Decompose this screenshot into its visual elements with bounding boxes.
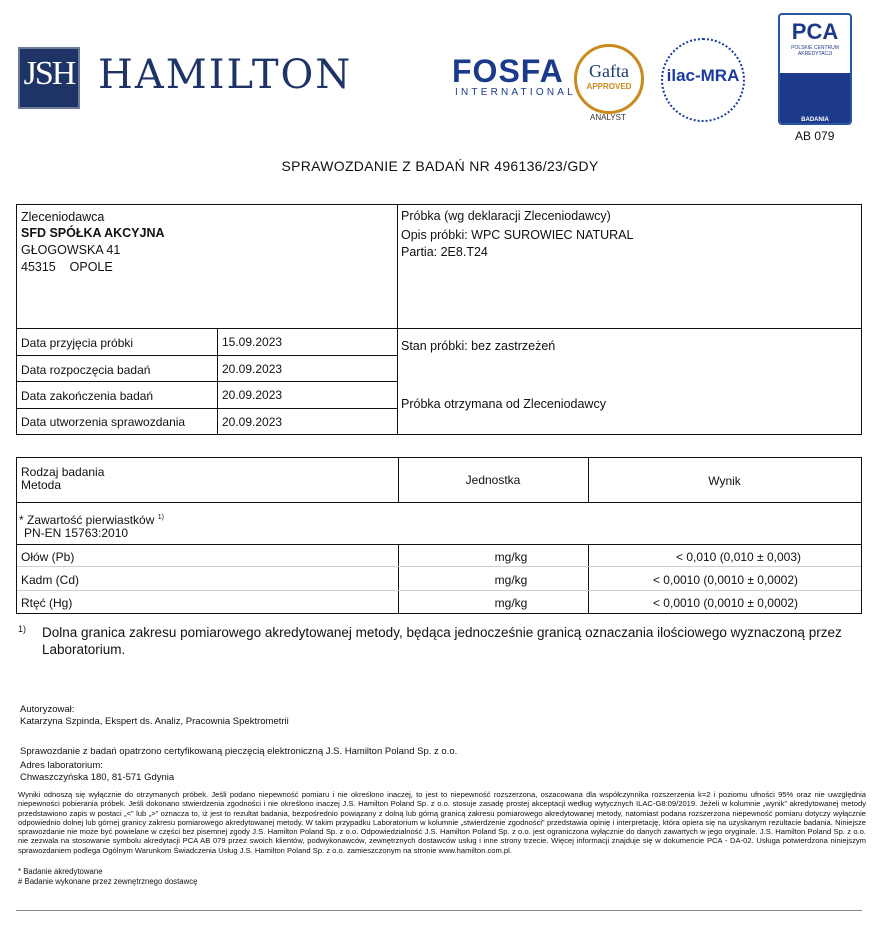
pca-line1: POLSKIE CENTRUM — [791, 45, 839, 51]
result-name: Rtęć (Hg) — [21, 596, 73, 610]
client-name: SFD SPÓŁKA AKCYJNA — [21, 226, 165, 240]
footnote-text: Dolna granica zakresu pomiarowego akredytowanej metody, będąca jednocześnie granicą oznaczania ilościowego wyznaczoną przez Laboratorium. — [42, 625, 842, 657]
footer-divider — [16, 910, 862, 911]
fosfa-logo — [452, 53, 564, 90]
gafta-subtitle: ANALYST — [590, 113, 626, 122]
result-value: < 0,010 (0,010 ± 0,003) — [675, 550, 801, 564]
info-table — [16, 204, 862, 435]
seal-note: Sprawozdanie z badań opatrzono certyfikowaną pieczęcią elektroniczną J.S. Hamilton Poland Sp. z o.o. — [20, 746, 458, 757]
legend-external: # Badanie wykonane przez zewnętrznego dostawcę — [18, 877, 198, 886]
sample-description: Opis próbki: WPC SUROWIEC NATURAL — [401, 228, 634, 242]
report-title: SPRAWOZDANIE Z BADAŃ NR 496136/23/GDY — [281, 158, 599, 174]
client-city: 45315 OPOLE — [21, 260, 113, 274]
result-unit: mg/kg — [494, 550, 528, 564]
date-label: Data zakończenia badań — [21, 389, 154, 403]
client-street: GŁOGOWSKA 41 — [21, 243, 121, 257]
footnote-mark: 1) — [18, 624, 27, 634]
group-footnote-ref: 1) — [157, 514, 164, 521]
company-name: HAMILTON — [98, 52, 353, 98]
group-label-text: * Zawartość pierwiastków — [19, 513, 155, 527]
gafta-logo — [574, 44, 644, 114]
result-value: < 0,0010 (0,0010 ± 0,0002) — [652, 596, 798, 610]
sample-source: Próbka otrzymana od Zleceniodawcy — [401, 397, 606, 411]
sample-label: Próbka (wg deklaracji Zleceniodawcy) — [401, 209, 611, 223]
date-label: Data utworzenia sprawozdania — [21, 415, 186, 429]
result-name: Kadm (Cd) — [21, 573, 80, 587]
results-table — [16, 457, 862, 614]
col-header-result: Wynik — [708, 474, 741, 488]
sample-state: Stan próbki: bez zastrzeżeń — [401, 339, 556, 353]
fosfa-text: FOSFA — [452, 53, 564, 89]
result-unit: mg/kg — [494, 573, 528, 587]
gafta-approved: APPROVED — [586, 82, 632, 91]
gafta-text: Gafta — [589, 61, 629, 81]
pca-badania: BADANIA — [780, 73, 850, 125]
date-label: Data przyjęcia próbki — [21, 336, 134, 350]
date-value: 20.09.2023 — [222, 415, 283, 429]
accreditation-code: AB 079 — [795, 129, 835, 143]
lab-address: Chwaszczyńska 180, 81-571 Gdynia — [20, 772, 175, 783]
sample-batch: Partia: 2E8.T24 — [401, 245, 488, 259]
fosfa-subtitle: INTERNATIONAL — [455, 87, 576, 98]
col-header-method: Metoda — [21, 478, 62, 492]
logo-monogram: JSH — [23, 55, 75, 92]
result-unit: mg/kg — [494, 596, 528, 610]
result-value: < 0,0010 (0,0010 ± 0,0002) — [652, 573, 798, 587]
authorized-label: Autoryzował: — [20, 704, 75, 715]
legend-accredited: * Badanie akredytowane — [18, 867, 103, 876]
date-label: Data rozpoczęcia badań — [21, 363, 151, 377]
pca-logo — [778, 13, 852, 125]
date-value: 20.09.2023 — [222, 362, 283, 376]
ilac-text: ilac-MRA — [666, 66, 740, 85]
result-name: Ołów (Pb) — [21, 550, 75, 564]
ilac-mra-logo — [661, 38, 745, 122]
pca-text: PCA — [791, 19, 839, 44]
disclaimer: Wyniki odnoszą się wyłącznie do otrzymanych próbek. Jeśli podano niepewność pomiaru i nie określono inaczej, to jest to niepewność rozszerzona, oszacowana dla współczynnika rozszerzenia k=2 i poziomu ufności 95% oraz nie uwzględnia niepewności pobierania próbek. Jeśli dokonano stwierdzenia zgodności i nie określono inaczej J.S. Hamilton Poland Sp. z o.o. stosuje zasadę prostej akceptacji według wytycznych ILAC-G8:09/2019. Jeżeli w kolumnie „wynik” akredytowanej metody przedstawiono zapis w postaci „<” lub „>” oznacza to, iż jest to rezultat badania, bezpośrednio powiązany z dolną lub górną granicą zakresu pomiarowego akredytowanej metody, natomiast podana rozszerzona niepewność pomiaru dotyczy wyłącznie odpowiednio dolnej lub górnej granicy zakresu pomiarowego akredytowanej metody. W takim przypadku Laboratorium w kolumnie „stwierdzenie zgodności” przedstawia opinię i interpretację, która opiera się na uzyskanym rezultacie badania. Niniejsze sprawozdanie nie może być powielane w części bez pisemnej zgody J.S. Hamilton Poland Sp. z o.o. Odpowiedzialność J.S. Hamilton Poland Sp. z o.o. jest ograniczona wyłącznie do danych zawartych w jego oryginale. J.S. Hamilton Poland Sp. z o.o. nie zezwala na stosowanie symbolu akredytacji PCA AB 079 przez swoich klientów, podwykonawców, zewnętrznych dostawców usług i inne strony trzecie. Więcej informacji znajduje się w dokumencie PCA - DA-02. Usługa potwierdzona niniejszym sprawozdaniem podlega Ogólnym Warunkom Świadczenia Usług J.S. Hamilton Poland Sp. z o.o. zamieszczonym na stronie www.hamilton.com.pl. — [18, 790, 866, 855]
company-logo — [18, 47, 80, 109]
authorized-person: Katarzyna Szpinda, Ekspert ds. Analiz, Pracownia Spektrometrii — [20, 716, 289, 727]
col-header-unit: Jednostka — [465, 473, 521, 487]
group-method: PN-EN 15763:2010 — [24, 526, 129, 540]
pca-line2: AKREDYTACJI — [797, 51, 833, 57]
col-header-test: Rodzaj badania — [21, 465, 105, 479]
client-label: Zleceniodawca — [21, 210, 105, 224]
date-value: 20.09.2023 — [222, 388, 283, 402]
date-value: 15.09.2023 — [222, 335, 283, 349]
lab-address-label: Adres laboratorium: — [20, 760, 103, 771]
